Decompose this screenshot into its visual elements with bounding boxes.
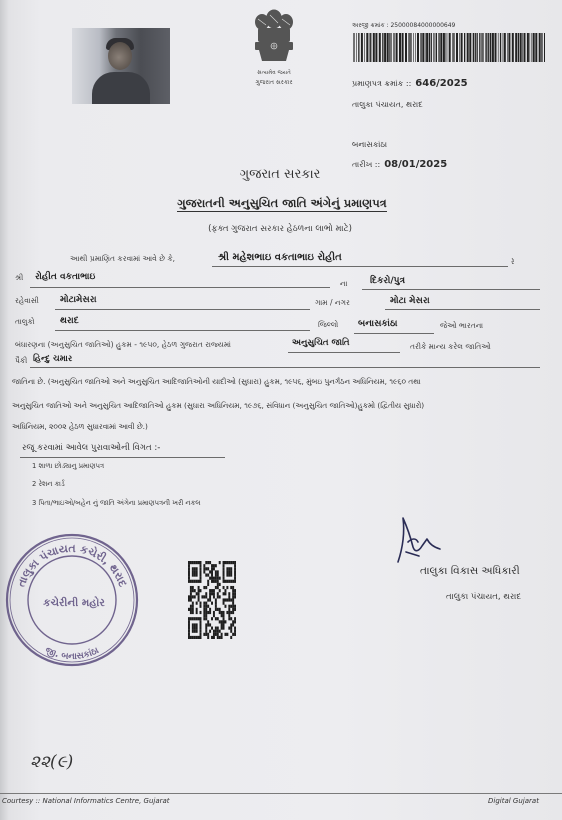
india-label: જેઓ ભારતના — [440, 321, 484, 330]
paragraph-line: અધિનિયમ, ૨૦૦૨ હેઠળ સુધારવામાં આવી છે.) — [12, 422, 148, 431]
stamp-bottom-text: જી. બનાસકાંઠા — [43, 645, 101, 663]
taluka-label: તાલુકો — [15, 317, 35, 326]
village: મોટા મેસરા — [390, 296, 430, 306]
district: બનાસકાંઠા — [358, 319, 398, 329]
emblem-motto: સત્યમેવ જયતે — [257, 70, 291, 76]
resident-label: રહેવાસી — [15, 296, 39, 305]
field-underline — [55, 309, 310, 310]
evidence-item: 3 પિતા/ભાઇઓ/બહેન નું જાતિ અંગેના પ્રમાણપત્રની ખરી નકલ — [32, 499, 201, 507]
certificate-number: 646/2025 — [415, 78, 468, 89]
qr-code — [188, 561, 236, 639]
stamp-center-text: કચેરીની મહોર — [43, 597, 105, 609]
barcode — [352, 33, 546, 62]
government-title: ગુજરાત સરકાર — [239, 167, 321, 182]
signatory-designation: તાલુકા વિકાસ અધિકારી — [420, 565, 520, 577]
field-underline — [288, 352, 400, 353]
date-label: તારીખ :: — [352, 160, 381, 169]
field-underline — [354, 333, 434, 334]
taluka: થરાદ — [60, 316, 79, 326]
field-underline — [30, 367, 540, 368]
holder-name: શ્રી મહેશભાઇ વકતાભાઇ રોહીત — [218, 252, 342, 263]
certificate-number-label: પ્રમાણપત્ર ક્રમાંક :: — [352, 79, 412, 88]
footer-courtesy: Courtesy :: National Informatics Centre, Gujarat — [2, 797, 170, 805]
certificate-title-text: ગુજરાતની અનુસુચિત જાતિ અંગેનું પ્રમાણપત્ર — [177, 196, 387, 210]
svg-text:જી. બનાસકાંઠા — [44, 646, 102, 663]
evidence-item: 2 રેશન કાર્ડ — [32, 480, 65, 488]
photo-body — [92, 72, 150, 104]
field-underline — [212, 266, 508, 267]
footer-divider — [0, 793, 562, 794]
issue-date: 08/01/2025 — [384, 159, 448, 170]
among-label: પૈકી — [15, 356, 28, 365]
stamp-outer-text: તાલુકા પંચાયત કચેરી, થરાદ — [14, 542, 130, 589]
header-district: બનાસકાંઠા — [352, 140, 388, 149]
field-underline — [55, 330, 310, 331]
state-emblem-icon — [250, 7, 298, 69]
certify-label: આથી પ્રમાણિત કરવામાં આવે છે કે, — [70, 254, 176, 263]
field-underline — [20, 457, 225, 458]
paragraph-line: જાતિના છે. (અનુસુચિત જાતિઓ અને અનુસુચિત આદિજાતિઓની યાદીઓ (સુધારા) હુકમ, ૧૯૫૬, મુંબઇ પુનર્ગઠન અધિનિયમ, ૧૯૬૦ તથા — [12, 377, 421, 386]
certificate-number-row — [352, 78, 468, 89]
holder-suffix: રે — [511, 258, 515, 266]
footer-brand: Digital Gujarat — [488, 797, 539, 805]
field-underline — [30, 287, 330, 288]
certificate-title — [120, 196, 444, 211]
relation-label: ના — [340, 279, 348, 288]
applicant-photo — [72, 28, 170, 104]
office-stamp — [0, 530, 145, 670]
village-label: ગામ / નગર — [315, 298, 350, 307]
constitution-text: બંધારણના (અનુસુચિત જાતિઓ) હુકમ - ૧૯૫૦, હેઠળ ગુજરાત રાજ્યમાં — [15, 340, 231, 349]
field-underline — [385, 309, 540, 310]
parent-name: રોહીત વકતાભાઇ — [35, 272, 96, 282]
photo-head — [108, 42, 132, 70]
recognised-label: તરીકે માન્ય કરેલ જાતિઓ — [410, 342, 491, 351]
emblem-captions — [236, 69, 312, 87]
caste: હિન્દુ ચમાર — [33, 354, 73, 364]
header-office: તાલુકા પંચાયત, થરાદ — [352, 100, 423, 109]
emblem-caption: ગુજરાત સરકાર — [255, 79, 293, 86]
field-underline — [362, 289, 540, 290]
resident: મોટામેસરા — [60, 295, 97, 305]
paragraph-line: અનુસુચિત જાતિઓ અને અનુસુચિત આદિજાતિઓ હુકમ (સુધારા અધિનિયમ, ૧૯૭૬, સંવિધાન (અનુસુચિત જાતિઓ)હુકમો (દ્વિતીય સુધારો) — [12, 401, 425, 410]
handwritten-note: ૨૨(૯) — [30, 752, 74, 772]
application-number: અરજી ક્રમાંક : 25000084000000649 — [352, 22, 456, 29]
evidence-item: 1 શાળા છોડ્યાનુ પ્રમાણપત્ર — [32, 462, 105, 470]
officer-signature — [388, 512, 450, 568]
evidence-heading: રજૂ કરવામાં આવેલ પુરાવાઓની વિગત :- — [22, 443, 161, 453]
signatory-office: તાલુકા પંચાયત, થરાદ — [446, 592, 522, 602]
certificate-note: (ફક્ત ગુજરાત સરકાર હેઠળના લાભો માટે) — [208, 224, 352, 234]
district-label: જિલ્લો — [318, 320, 339, 329]
parent-prefix: શ્રી — [15, 273, 24, 282]
relation: દિકરો/પુત્ર — [370, 276, 405, 286]
category: અનુસુચિત જાતિ — [292, 338, 350, 348]
